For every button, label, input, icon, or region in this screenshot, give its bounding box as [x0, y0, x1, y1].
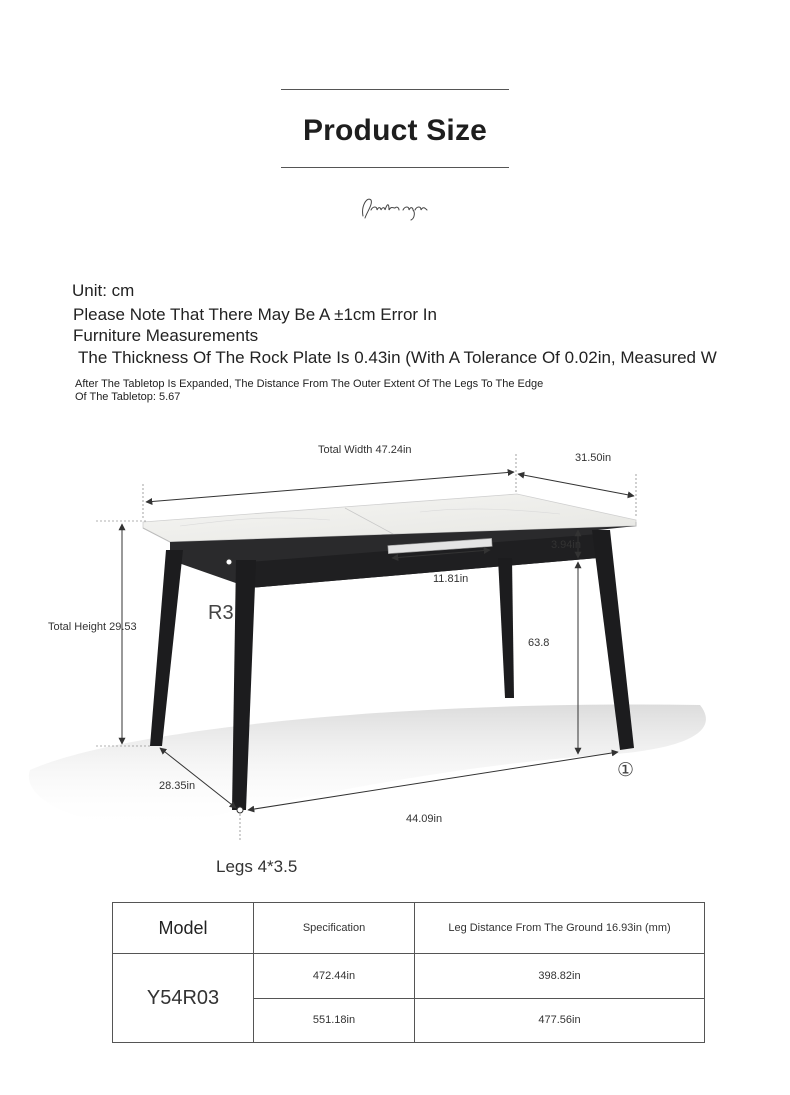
total-height-label: Total Height 29.53 [48, 621, 137, 633]
header-leg-distance: Leg Distance From The Ground 16.93in (mm) [415, 903, 705, 954]
error-note: Please Note That There May Be A ±1cm Error In Furniture Measurements [73, 305, 437, 345]
leaf-label: 11.81in [433, 573, 469, 585]
width-dim-line [146, 472, 514, 502]
table-header-row [113, 903, 705, 954]
script-caption-logo [355, 188, 435, 228]
legs-label: Legs 4*3.5 [216, 857, 298, 876]
leg-back-left [150, 550, 183, 746]
clearance-label: 63.8 [528, 637, 550, 649]
marker-label: ① [617, 760, 635, 781]
leg-depth-label: 28.35in [159, 780, 196, 792]
leg-width-label: 44.09in [406, 813, 443, 825]
title-bottom-rule [281, 167, 509, 168]
model-value: Y54R03 [113, 954, 254, 1043]
floor-shadow [29, 704, 706, 830]
thickness-note: The Thickness Of The Rock Plate Is 0.43in (With A Tolerance Of 0.02in, Measured W [78, 348, 717, 367]
expanded-note: After The Tabletop Is Expanded, The Distance From The Outer Extent Of The Legs To The Edge Of The Tabletop: 5.67 [75, 378, 544, 403]
leg-back-right [498, 558, 514, 698]
spec-value: 472.44in [254, 954, 415, 999]
leg-distance-value: 477.56in [415, 998, 705, 1043]
page-title: Product Size [302, 114, 488, 147]
title-top-rule [281, 89, 509, 90]
depth-label: 31.50in [575, 452, 612, 464]
depth-dim-line [518, 474, 634, 496]
spec-table [112, 902, 705, 1043]
table-row [113, 954, 705, 999]
leg-distance-value: 398.82in [415, 954, 705, 999]
apron-label: 3.94in [551, 539, 581, 551]
foot-point [237, 807, 243, 813]
header-specification: Specification [254, 903, 415, 954]
radius-point [226, 559, 232, 565]
total-width-label: Total Width 47.24in [318, 444, 412, 456]
table-dimension-diagram [0, 430, 790, 850]
unit-note: Unit: cm [72, 281, 135, 300]
header-model: Model [113, 903, 254, 954]
spec-value: 551.18in [254, 998, 415, 1043]
corner-radius-label: R3 [208, 602, 234, 624]
